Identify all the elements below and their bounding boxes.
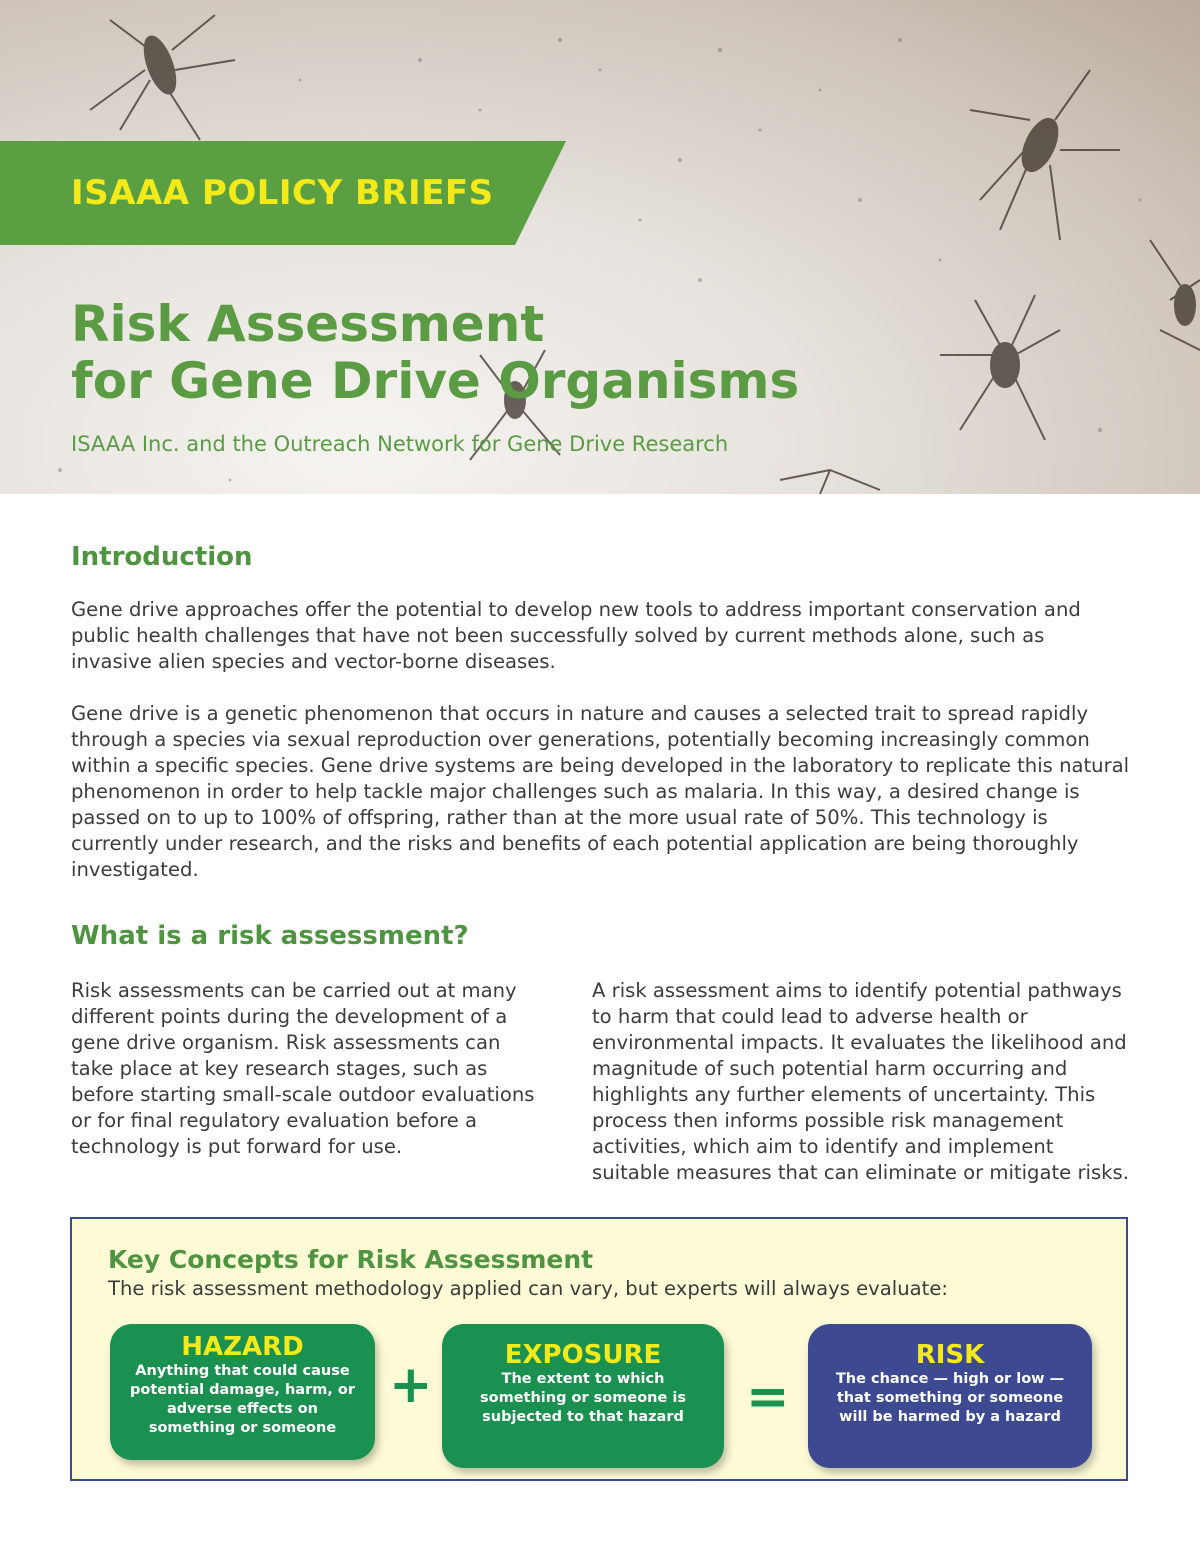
exposure-label: EXPOSURE <box>504 1340 662 1370</box>
title-line-2: for Gene Drive Organisms <box>71 352 800 410</box>
key-concepts-box <box>70 1217 1128 1481</box>
hazard-label: HAZARD <box>181 1332 304 1362</box>
hazard-description: Anything that could cause potential damage, harm, or adverse effects on something or someone <box>130 1363 355 1436</box>
risk-card <box>808 1324 1092 1468</box>
page-title <box>71 296 799 410</box>
equals-sign: = <box>746 1367 790 1427</box>
plus-sign: + <box>389 1355 433 1415</box>
introduction-paragraph-2: Gene drive is a genetic phenomenon that occurs in nature and causes a selected trait to spread rapidly through a species via sexual reproduction over generations, potentially becoming increasingly common within a specific species. Gene drive systems are being developed in the laboratory to replicate this natural phenomenon in order to help tackle major challenges such as malaria. In this way, a desired change is passed on to up to 100% of offspring, rather than at the more usual rate of 50%. This technology is currently under research, and the risks and benefits of each potential application are being thoroughly investigated. <box>71 702 1130 881</box>
exposure-card <box>442 1324 724 1468</box>
banner-label: ISAAA POLICY BRIEFS <box>71 173 494 213</box>
risk-assessment-right-column: A risk assessment aims to identify potential pathways to harm that could lead to adverse health or environmental impacts. It evaluates the likelihood and magnitude of such potential harm occurring and highlights any further elements of uncertainty. This process then informs possible risk management activities, which aim to identify and implement suitable measures that can eliminate or mitigate risks. <box>592 979 1129 1184</box>
risk-assessment-left-column: Risk assessments can be carried out at many different points during the development of a gene drive organism. Risk assessments can take place at key research stages, such as before starting small-scale outdoor evaluations or for final regulatory evaluation before a technology is put forward for use. <box>71 979 535 1158</box>
risk-description: The chance — high or low — that something or someone will be harmed by a hazard <box>835 1371 1065 1425</box>
risk-assessment-heading: What is a risk assessment? <box>71 921 469 951</box>
page-subtitle: ISAAA Inc. and the Outreach Network for Gene Drive Research <box>71 432 729 456</box>
introduction-heading: Introduction <box>71 542 253 572</box>
title-line-1: Risk Assessment <box>71 295 545 353</box>
exposure-description: The extent to which something or someone is subjected to that hazard <box>480 1371 686 1425</box>
risk-label: RISK <box>915 1340 985 1370</box>
mosquito-illustration <box>0 0 1200 494</box>
hero-image-mosquitoes <box>0 0 1200 494</box>
key-concepts-subtitle: The risk assessment methodology applied can vary, but experts will always evaluate: <box>108 1277 948 1300</box>
hazard-card <box>110 1324 375 1460</box>
key-concepts-title: Key Concepts for Risk Assessment <box>108 1245 594 1274</box>
introduction-paragraph-1: Gene drive approaches offer the potential to develop new tools to address important conservation and public health challenges that have not been successfully solved by current methods alone, such as invasive alien species and vector-borne diseases. <box>71 598 1081 673</box>
